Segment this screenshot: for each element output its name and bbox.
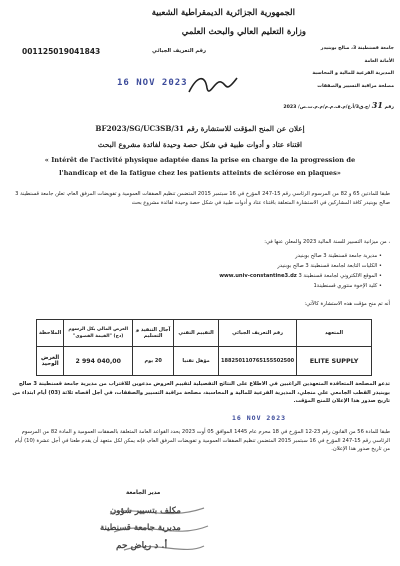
reference-suffix: /ج.ق3/أ.ع/م.ف.م.م/م.م.ت.ص/ xyxy=(298,105,371,110)
footer-line: طبقا للمادة 56 من القانون رقم 23-12 المؤرخ في 18 محرم عام 1445 الموافق 05 أوت 2023 يحدد القواعد العامة المتعلقة بالصفقات xyxy=(97,429,390,435)
body-line: طبقا للمادتين 65 و 82 من المرسوم الرئاسي رقم 15-247 المؤرخ في 16 سبتمبر 2015 المتضمن تنظيم الصفقات العمومية و xyxy=(118,191,390,197)
footer-line: الجامعي علي منجلي، المديرية الفرعية للمالية و المحاسبة، مصلحة مراقبة التسيير والصفقات، في أجل أقصاه ثلاثة (03) أيام ابتداء xyxy=(22,389,351,396)
signer-name: أ. د رياض حم xyxy=(116,541,168,551)
project-title-line1: « Intérêt de l'activité physique adaptée dans la prise en charge de la progression de xyxy=(44,156,356,164)
list-item: • الموقع الالكتروني لجامعة قسنطينة 3 www.univ-constantine3.dz xyxy=(219,273,382,279)
ministry-header: وزارة التعليم العالي والبحث العلمي xyxy=(181,27,306,37)
footer-line: العمومية و المادة 82 من المرسوم الرئاسي رقم 15-247 المؤرخ في 16 سبتمبر 2015 المتضمن تنظيم الصفقات العمومية و تفويضات المرفق xyxy=(21,429,390,444)
reference-year: 2023 xyxy=(283,105,297,110)
cell-remark: العرض الوحيد xyxy=(37,347,64,376)
col-financial-offer: العرض المالي بكل الرسوم (دج) "القيمة القصوى" xyxy=(64,320,133,347)
body-paragraph-1 xyxy=(8,190,390,207)
col-delay: آجال التنفيذ و التسليم xyxy=(133,320,174,347)
service-name: مصلحة مراقبة التسيير والصفقات xyxy=(317,84,394,89)
list-item: • الكليات التابعة لجامعة قسنطينة 3 صالح بوبنيدر xyxy=(277,263,382,269)
publication-list xyxy=(219,251,382,291)
project-title-line2: l'handicap et de la fatigue chez les patients atteints de sclérose en plaques» xyxy=(59,169,341,177)
tax-id-value: 001125019041843 xyxy=(22,47,101,56)
table-header-row xyxy=(37,320,372,347)
cell-delay: 20 يوم xyxy=(133,347,174,376)
award-intro: أنه تم منح مؤقت هذه الاستشارة كالآتي: xyxy=(304,301,390,307)
signer-title: مدير الجامعة xyxy=(126,490,161,496)
date-stamp-bottom: 16 NOV 2023 xyxy=(232,414,287,422)
list-item: • كلية الإخوة منتوري قسنطينة1 xyxy=(313,283,382,289)
award-table xyxy=(36,319,372,376)
signature-stamp-scribble xyxy=(104,500,214,560)
col-bidder: المتعهد xyxy=(297,320,372,347)
republic-header: الجمهورية الجزائرية الديمقراطية الشعبية xyxy=(151,8,295,18)
body-line: تفويضات المرفق العام، تعلن جامعة قسنطينة 3 صالح بوبنيدر كافة المشاركين في الاستشارة المتعلقة باقتناء عتاد و أدوات طبية في شكل حصة xyxy=(15,191,390,206)
budget-line: ، من ميزانية التسيير للسنة المالية 2023 والمعلن عنها في: xyxy=(264,239,390,245)
reference-line xyxy=(283,100,394,110)
reference-number: 31 xyxy=(371,100,383,110)
sub-directorate: المديرية الفرعية للمالية و المحاسبة xyxy=(312,71,394,76)
announcement-title: إعلان عن المنح المؤقت للاستشارة رقم BF2023/SG/UC3SB/31 xyxy=(95,124,305,133)
website-link[interactable]: www.univ-constantine3.dz xyxy=(219,273,297,279)
tax-id-label: رقم التعريف الجبائي xyxy=(152,48,207,54)
secretariat-general: الأمانة العامة xyxy=(364,59,394,64)
col-tech-eval: التقييم التقني xyxy=(174,320,219,347)
cell-bidder: ELITE SUPPLY xyxy=(297,347,372,376)
cell-tax-id: 188250110765155502500 xyxy=(219,347,297,376)
cell-financial-offer: 2 994 040,00 xyxy=(64,347,133,376)
date-stamp-top: 16 NOV 2023 xyxy=(117,78,188,88)
col-tax-id: رقم التعريف الجبائي xyxy=(219,320,297,347)
cell-tech-eval: مؤهل تقنيا xyxy=(174,347,219,376)
footer-line: من تاريخ صدور هذا الإعلان للمنح المؤقت. xyxy=(12,389,390,404)
table-row xyxy=(37,347,372,376)
footer-line: العام، فإنه يمكن لكل متعهد أن يقدم طعنا في أجل عشرة (10) أيام من تاريخ صدور هذا الإعلان. xyxy=(14,437,390,452)
reference-label: رقم xyxy=(384,105,394,110)
signer-stamp-line1: مكلف بتسيير شؤون xyxy=(110,506,181,516)
announcement-subject: اقتناء عتاد و أدوات طبية في شكل حصة وحيدة لفائدة مشروع البحث xyxy=(97,140,303,149)
list-item: • مديرية جامعة قسنطينة 3 صالح بوبنيدر xyxy=(295,253,382,259)
col-remark: الملاحظة xyxy=(37,320,64,347)
footer-paragraph-1 xyxy=(8,380,390,406)
signature-mark xyxy=(185,70,240,100)
university-name: جامعة قسنطينة 3، صالح بوبنيدر xyxy=(320,46,394,51)
footer-paragraph-2 xyxy=(8,428,390,454)
signer-stamp-line2: مديرية جامعة قسنطينة xyxy=(100,523,181,533)
footer-line: تدعو المصلحة المتعاقدة المتعهدين الراغبين في الاطلاع على النتائج التفصيلية لتقييم العروض مدعوين للاقتراب من مديرية جامعة قسنطينة 3 صالح بوبنيدر القطب xyxy=(18,381,390,396)
body-line: وحيدة لفائدة مشروع بحث xyxy=(131,199,188,206)
